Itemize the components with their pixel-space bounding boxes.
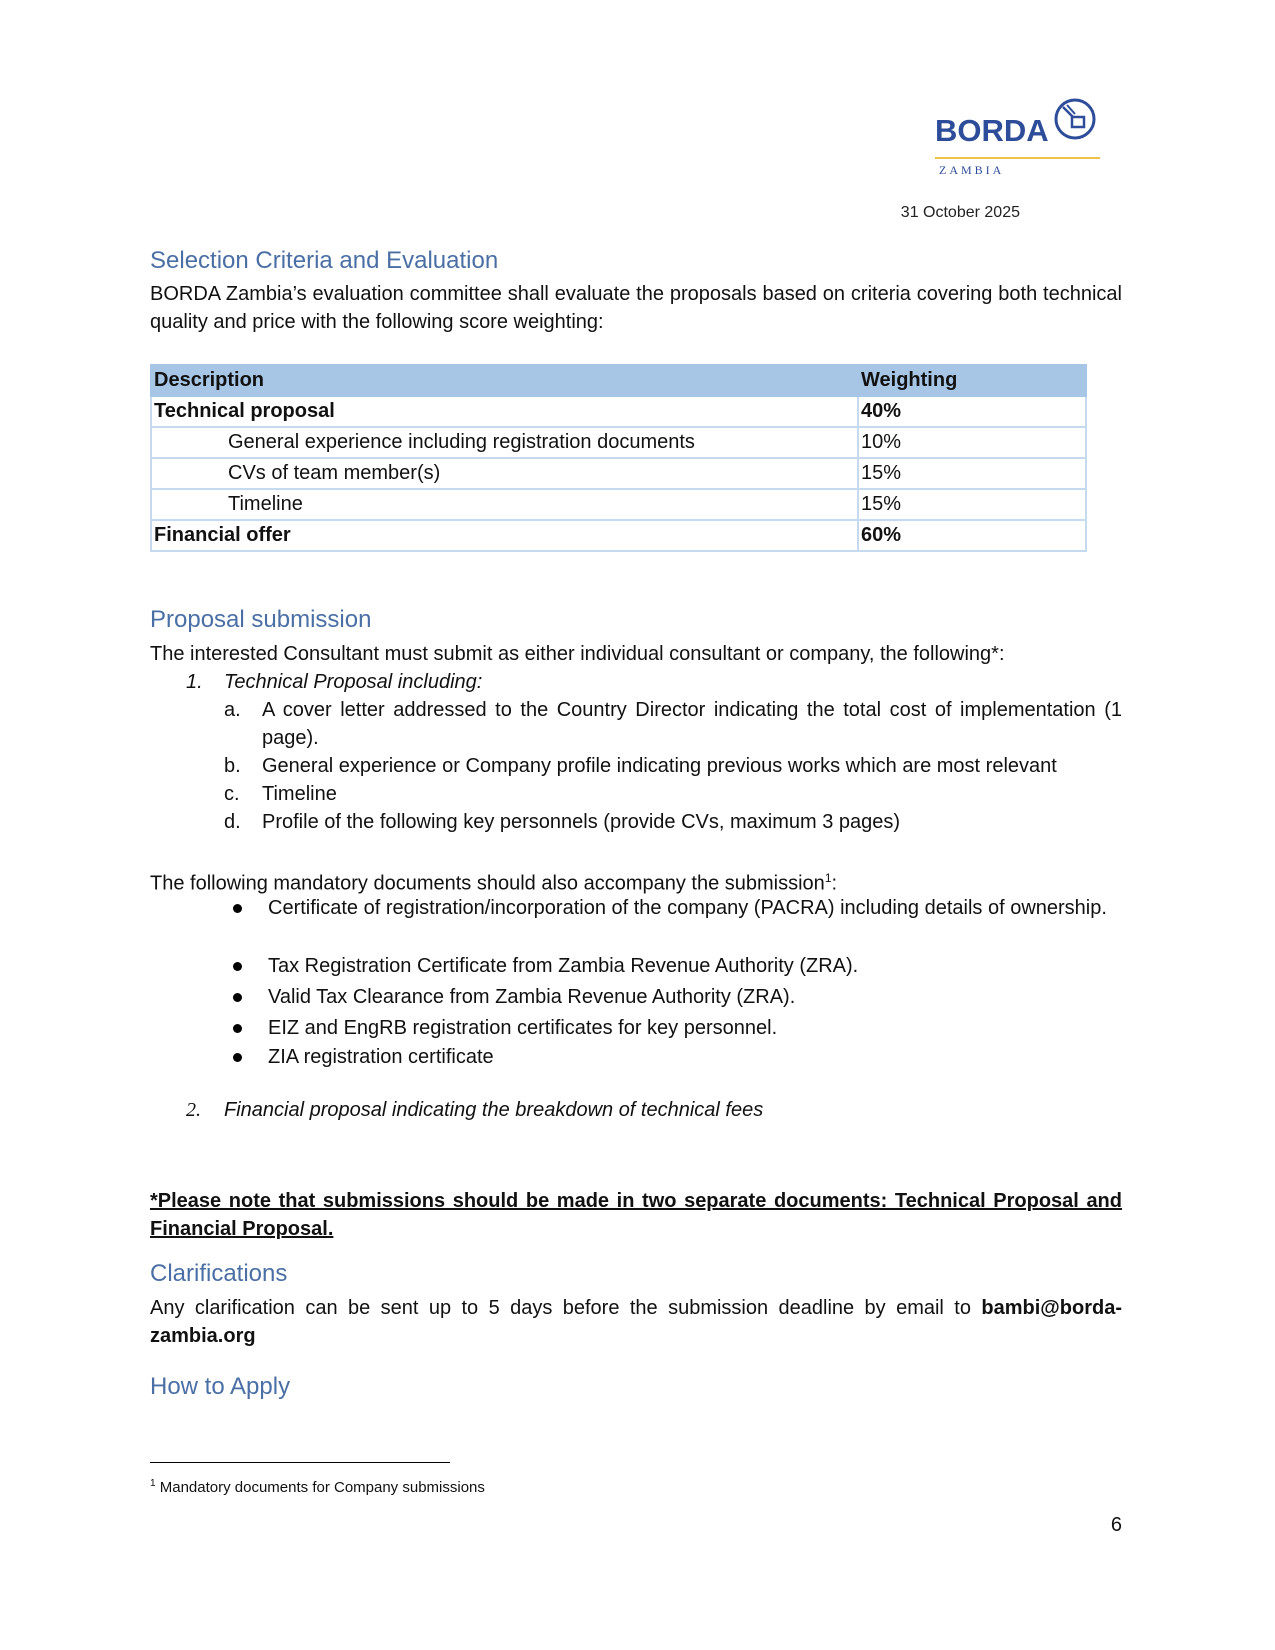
list-item: Tax Registration Certificate from Zambia Revenue Authority (ZRA).	[268, 955, 859, 977]
logo-divider	[935, 157, 1100, 159]
clarifications-text	[150, 1294, 1122, 1350]
submission-note: *Please note that submissions should be made in two separate documents: Technical Proposal and Financial Proposal.	[150, 1190, 1122, 1240]
submission-intro: The interested Consultant must submit as either individual consultant or company, the following*:	[150, 643, 1005, 665]
item-number: 1.	[186, 671, 203, 693]
bullet-icon	[233, 962, 242, 971]
borda-zambia-logo	[935, 95, 1100, 175]
table-header-row	[151, 365, 1086, 396]
bullet-icon	[233, 1024, 242, 1033]
footnote-reference: 1	[824, 871, 832, 885]
footnote-divider	[150, 1462, 450, 1463]
mandatory-docs-intro: The following mandatory documents should also accompany the submission$^1$:	[150, 871, 838, 895]
row-weighting: 15%	[858, 489, 1086, 520]
list-item: Certificate of registration/incorporation of the company (PACRA) including details of ownership.	[268, 897, 1107, 919]
bullet-icon	[233, 993, 242, 1002]
subitem-letter: b.	[224, 755, 241, 777]
row-weighting: 15%	[858, 458, 1086, 489]
selection-criteria-heading: Selection Criteria and Evaluation	[150, 247, 499, 274]
row-description: Technical proposal	[151, 396, 858, 427]
document-date: 31 October 2025	[900, 204, 1020, 221]
row-description: CVs of team member(s)	[151, 458, 858, 489]
subitem-text: General experience or Company profile indicating previous works which are most relevant	[262, 755, 1057, 777]
row-weighting: 10%	[858, 427, 1086, 458]
bullet-icon	[233, 1053, 242, 1062]
list-item: EIZ and EngRB registration certificates for key personnel.	[268, 1017, 778, 1039]
row-description: General experience including registration documents	[151, 427, 858, 458]
selection-intro: BORDA Zambia’s evaluation committee shall evaluate the proposals based on criteria covering both technical quality and price with the following score weighting:	[150, 283, 1122, 333]
footnote-number: 1	[150, 1478, 156, 1489]
mandatory-intro-text: The following mandatory documents should also accompany the submission	[150, 872, 825, 895]
header-description: Description	[151, 365, 858, 396]
table-row	[151, 458, 1086, 489]
subitem-text: A cover letter addressed to the Country Director indicating the total cost of implementation (1 page).	[262, 699, 1122, 749]
subitem-letter: c.	[224, 783, 240, 805]
footnote-text: Mandatory documents for Company submissions	[159, 1479, 485, 1496]
financial-proposal-label: Financial proposal indicating the breakdown of technical fees	[224, 1099, 764, 1121]
subitem-letter: d.	[224, 811, 241, 833]
subitem-text: Timeline	[262, 783, 337, 805]
subitem-text: Profile of the following key personnels (provide CVs, maximum 3 pages)	[262, 811, 901, 833]
criteria-table	[150, 364, 1087, 552]
table-row	[151, 520, 1086, 551]
list-item: ZIA registration certificate	[268, 1046, 494, 1068]
table-row	[151, 396, 1086, 427]
row-description: Timeline	[151, 489, 858, 520]
clarifications-heading: Clarifications	[150, 1260, 288, 1287]
borda-emblem-icon	[1053, 97, 1097, 141]
logo-wordmark: BORDA	[935, 113, 1049, 148]
logo-subtitle: ZAMBIA	[939, 163, 1005, 177]
subitem-letter: a.	[224, 699, 241, 721]
row-weighting: 60%	[858, 520, 1086, 551]
footnote	[150, 1478, 485, 1496]
row-weighting: 40%	[858, 396, 1086, 427]
contact-email-link[interactable]: bambi@borda-zambia.org	[150, 1297, 1122, 1347]
bullet-icon	[233, 904, 242, 913]
table-row	[151, 427, 1086, 458]
proposal-submission-heading: Proposal submission	[150, 606, 372, 633]
clarifications-body: Any clarification can be sent up to 5 days before the submission deadline by email to	[150, 1297, 982, 1319]
item-number: 2.	[186, 1099, 201, 1121]
row-description: Financial offer	[151, 520, 858, 551]
page-number: 6	[1110, 1514, 1122, 1536]
technical-proposal-label: Technical Proposal including:	[224, 671, 483, 693]
how-to-apply-heading: How to Apply	[150, 1373, 291, 1400]
table-row	[151, 489, 1086, 520]
list-item: Valid Tax Clearance from Zambia Revenue Authority (ZRA).	[268, 986, 796, 1008]
header-weighting: Weighting	[858, 365, 1086, 396]
